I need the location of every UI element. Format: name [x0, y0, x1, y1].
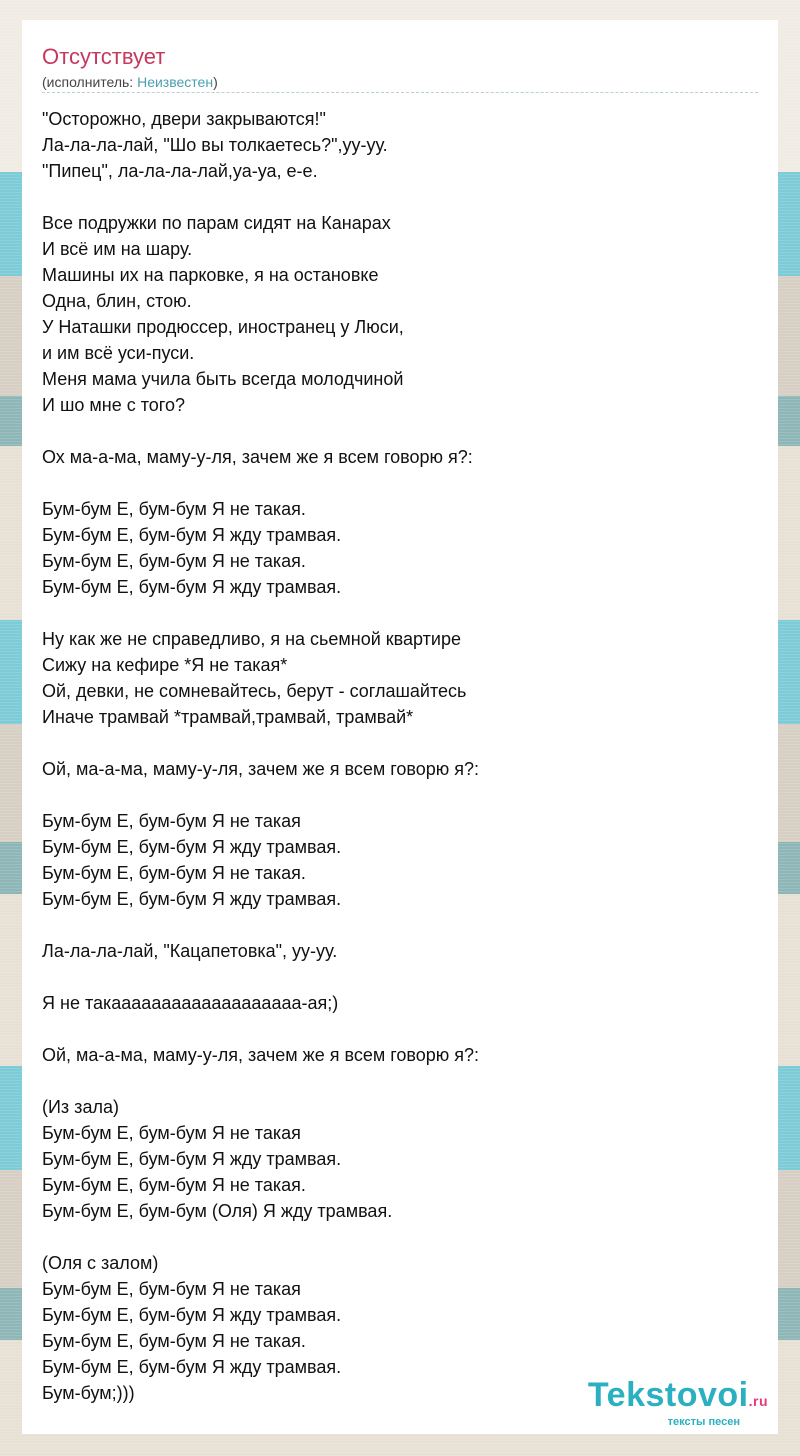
lyric-line: Одна, блин, стою. [42, 291, 192, 311]
lyric-line: И шо мне с того? [42, 395, 185, 415]
lyrics-card [22, 20, 778, 1434]
lyric-line: Бум-бум Е, бум-бум Я не такая. [42, 863, 306, 883]
lyric-blank-line [42, 1016, 758, 1042]
lyric-blank-line [42, 1068, 758, 1094]
lyric-line: Ой, ма-а-ма, маму-у-ля, зачем же я всем говорю я?: [42, 1045, 480, 1065]
lyric-line: "Осторожно, двери закрываются!" [42, 109, 326, 129]
lyric-line: Все подружки по парам сидят на Канарах [42, 213, 391, 233]
lyric-line: Бум-бум;))) [42, 1383, 135, 1403]
lyric-line: Сижу на кефире *Я не такая* [42, 655, 288, 675]
lyrics-text [42, 106, 758, 1406]
lyric-line: Я не такааааааааааааааааааа-ая;) [42, 993, 339, 1013]
lyric-line: Ла-ла-ла-лай, "Шо вы толкаетесь?",уу-уу. [42, 135, 388, 155]
lyric-line: Бум-бум Е, бум-бум Я жду трамвая. [42, 837, 342, 857]
lyric-blank-line [42, 470, 758, 496]
lyric-line: Бум-бум Е, бум-бум Я жду трамвая. [42, 1357, 342, 1377]
lyric-line: (Из зала) [42, 1097, 119, 1117]
lyric-blank-line [42, 730, 758, 756]
logo-tld: .ru [748, 1393, 768, 1409]
artist-link[interactable]: Неизвестен [137, 74, 214, 90]
lyric-line: Ну как же не справедливо, я на сьемной квартире [42, 629, 461, 649]
lyric-blank-line [42, 912, 758, 938]
lyric-blank-line [42, 418, 758, 444]
logo-wordmark: Tekstovoi [587, 1376, 749, 1414]
lyric-line: Бум-бум Е, бум-бум Я жду трамвая. [42, 1149, 342, 1169]
lyric-line: Ой, ма-а-ма, маму-у-ля, зачем же я всем говорю я?: [42, 759, 480, 779]
logo-tagline: тексты песен [667, 1416, 740, 1428]
lyric-line: Бум-бум Е, бум-бум Я не такая. [42, 551, 306, 571]
lyric-line: Ох ма-а-ма, маму-у-ля, зачем же я всем говорю я?: [42, 447, 473, 467]
lyric-line: Иначе трамвай *трамвай,трамвай, трамвай* [42, 707, 414, 727]
lyric-line: У Наташки продюссер, иностранец у Люси, [42, 317, 404, 337]
lyric-line: Бум-бум Е, бум-бум Я жду трамвая. [42, 577, 342, 597]
lyric-line: Ла-ла-ла-лай, "Кацапетовка", уу-уу. [42, 941, 338, 961]
lyric-line: Ой, девки, не сомневайтесь, берут - соглашайтесь [42, 681, 467, 701]
lyric-line: Бум-бум Е, бум-бум Я жду трамвая. [42, 889, 342, 909]
lyric-line: "Пипец", ла-ла-ла-лай,уа-уа, е-е. [42, 161, 318, 181]
artist-prefix: (исполнитель: [42, 74, 138, 90]
artist-suffix: ) [213, 74, 218, 90]
lyric-line: Бум-бум Е, бум-бум Я не такая. [42, 1175, 306, 1195]
song-title: Отсутствует [42, 44, 166, 69]
lyric-line: Бум-бум Е, бум-бум Я не такая [42, 1123, 301, 1143]
lyric-blank-line [42, 600, 758, 626]
lyric-line: Бум-бум Е, бум-бум Я не такая. [42, 1331, 306, 1351]
lyric-blank-line [42, 964, 758, 990]
lyric-blank-line [42, 1224, 758, 1250]
lyric-line: Машины их на парковке, я на остановке [42, 265, 379, 285]
lyric-line: И всё им на шару. [42, 239, 193, 259]
lyric-line: Бум-бум Е, бум-бум Я не такая. [42, 499, 306, 519]
artist-line [42, 74, 218, 90]
lyric-line: и им всё уси-пуси. [42, 343, 195, 363]
lyric-line: Меня мама учила быть всегда молодчиной [42, 369, 404, 389]
header-divider [42, 92, 758, 93]
lyric-line: Бум-бум Е, бум-бум (Оля) Я жду трамвая. [42, 1201, 393, 1221]
site-logo[interactable] [588, 1378, 768, 1428]
lyric-line: (Оля с залом) [42, 1253, 159, 1273]
lyric-blank-line [42, 782, 758, 808]
lyric-line: Бум-бум Е, бум-бум Я жду трамвая. [42, 1305, 342, 1325]
lyric-line: Бум-бум Е, бум-бум Я не такая [42, 1279, 301, 1299]
lyric-line: Бум-бум Е, бум-бум Я жду трамвая. [42, 525, 342, 545]
lyric-blank-line [42, 184, 758, 210]
lyric-line: Бум-бум Е, бум-бум Я не такая [42, 811, 301, 831]
